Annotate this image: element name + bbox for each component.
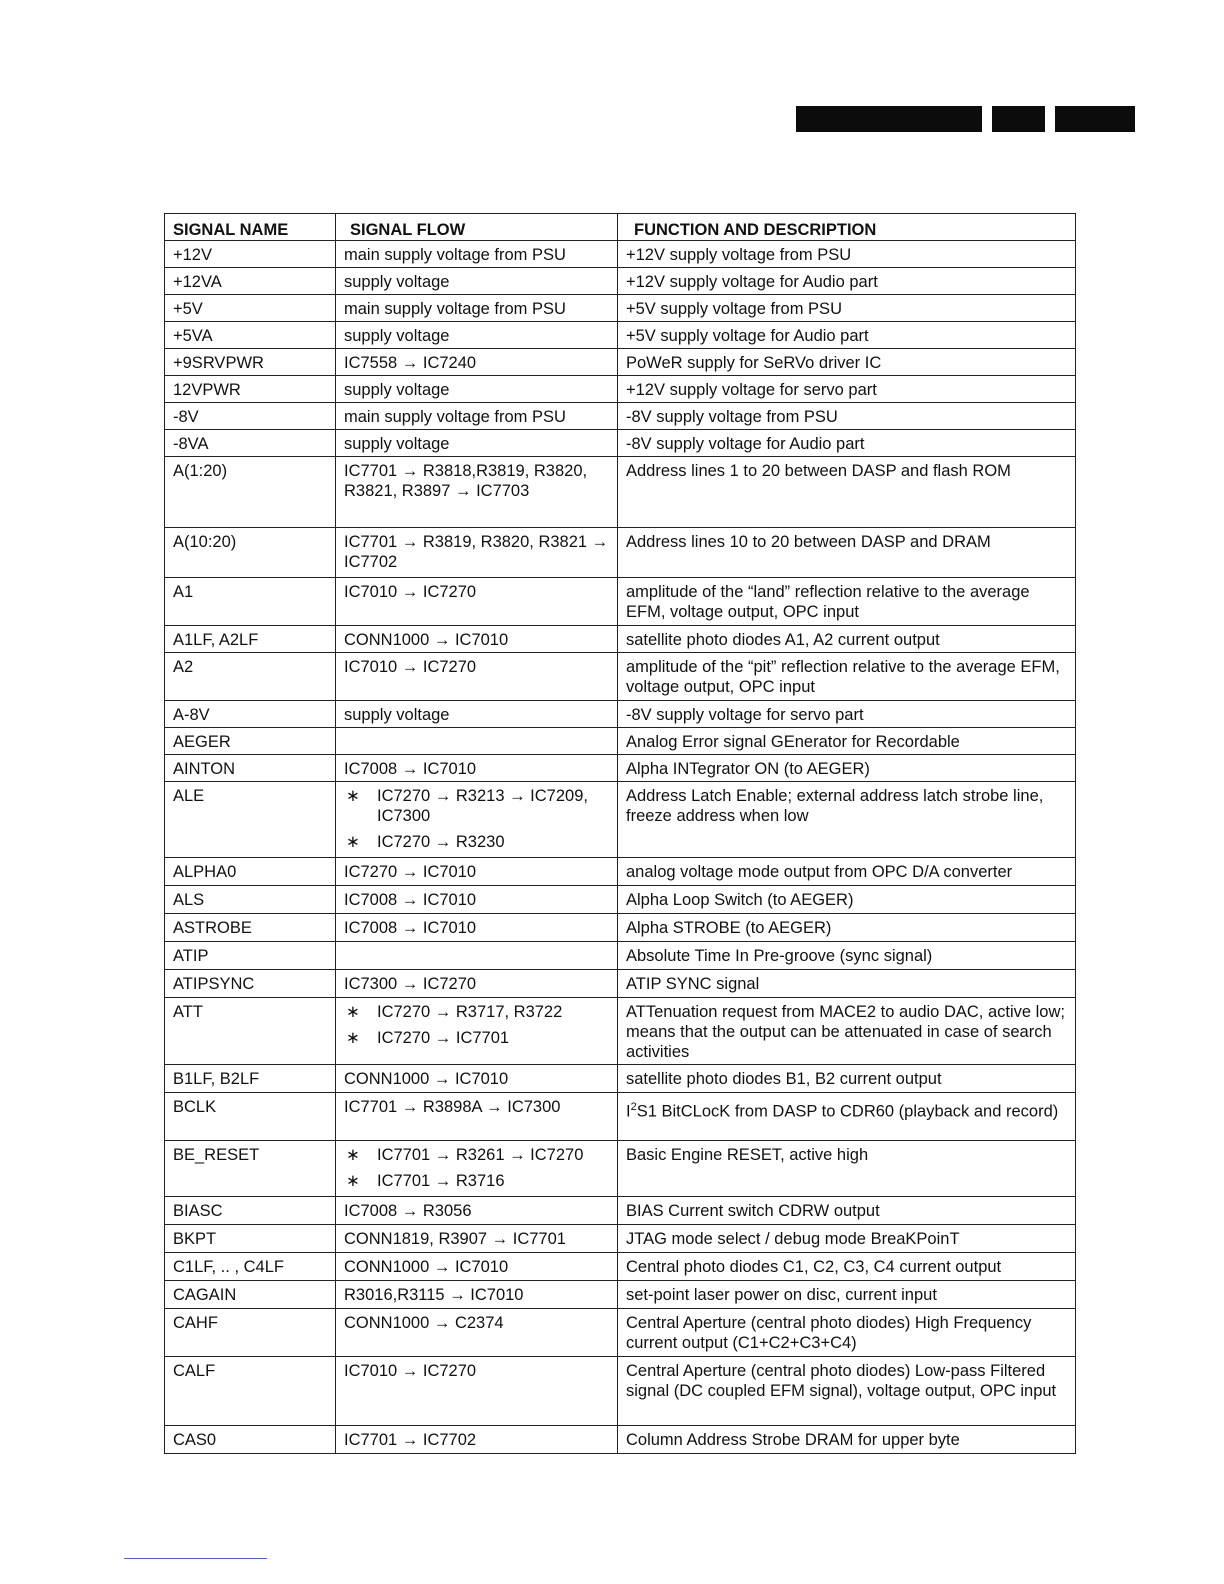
description-text: S1 BitCLocK from DASP to CDR60 (playback and record) <box>636 1102 1059 1121</box>
function-description-cell: set-point laser power on disc, current input <box>618 1281 1076 1309</box>
signal-flow-cell: IC7010 → IC7270 <box>336 578 618 626</box>
function-description-cell: BIAS Current switch CDRW output <box>618 1197 1076 1225</box>
description-prefix: I <box>626 1102 631 1121</box>
function-description-cell: Central photo diodes C1, C2, C3, C4 current output <box>618 1253 1076 1281</box>
table-row <box>165 430 1076 457</box>
function-description-cell: +12V supply voltage for servo part <box>618 376 1076 403</box>
table-row <box>165 653 1076 701</box>
table-row <box>165 1357 1076 1426</box>
column-header-function: FUNCTION AND DESCRIPTION <box>618 214 1076 241</box>
function-description-cell: satellite photo diodes B1, B2 current output <box>618 1065 1076 1093</box>
signal-name-cell: AEGER <box>165 728 336 755</box>
signal-table <box>164 213 1076 1454</box>
signal-name-cell: +12V <box>165 241 336 268</box>
function-description-cell: +12V supply voltage for Audio part <box>618 268 1076 295</box>
table-header-row <box>165 214 1076 241</box>
function-description-cell: +5V supply voltage for Audio part <box>618 322 1076 349</box>
signal-flow-cell: IC7008 → IC7010 <box>336 914 618 942</box>
signal-flow-cell: supply voltage <box>336 268 618 295</box>
signal-name-cell: A1LF, A2LF <box>165 626 336 653</box>
table-row <box>165 268 1076 295</box>
table-row <box>165 349 1076 376</box>
signal-name-cell: ALPHA0 <box>165 858 336 886</box>
signal-name-cell: BCLK <box>165 1093 336 1141</box>
signal-name-cell: 12VPWR <box>165 376 336 403</box>
signal-flow-cell: IC7701 → R3818,R3819, R3820, R3821, R3897 → IC7703 <box>336 457 618 528</box>
function-description-cell: Column Address Strobe DRAM for upper byte <box>618 1426 1076 1454</box>
signal-flow-cell: main supply voltage from PSU <box>336 241 618 268</box>
signal-name-cell: CALF <box>165 1357 336 1426</box>
signal-name-cell: BE_RESET <box>165 1141 336 1197</box>
function-description-cell: Central Aperture (central photo diodes) Low-pass Filtered signal (DC coupled EFM signal), voltage output, OPC input <box>618 1357 1076 1426</box>
function-description-cell: Address Latch Enable; external address latch strobe line, freeze address when low <box>618 782 1076 858</box>
signal-name-cell: -8VA <box>165 430 336 457</box>
signal-flow-cell: supply voltage <box>336 701 618 728</box>
function-description-cell: +5V supply voltage from PSU <box>618 295 1076 322</box>
signal-name-cell: +12VA <box>165 268 336 295</box>
signal-name-cell: C1LF, .. , C4LF <box>165 1253 336 1281</box>
table-row <box>165 1093 1076 1141</box>
signal-flow-list <box>344 786 609 852</box>
signal-name-cell: BIASC <box>165 1197 336 1225</box>
signal-flow-cell: CONN1000 → C2374 <box>336 1309 618 1357</box>
table-row <box>165 1141 1076 1197</box>
table-row <box>165 886 1076 914</box>
table-row <box>165 1225 1076 1253</box>
signal-flow-list <box>344 1002 609 1048</box>
signal-flow-item: ∗ IC7270 → R3717, R3722 <box>344 1002 609 1022</box>
table-row <box>165 1309 1076 1357</box>
function-description-cell: Central Aperture (central photo diodes) High Frequency current output (C1+C2+C3+C4) <box>618 1309 1076 1357</box>
signal-flow-item: ∗ IC7270 → IC7701 <box>344 1028 609 1048</box>
table-row <box>165 1253 1076 1281</box>
table-row <box>165 998 1076 1065</box>
function-description-cell: Alpha Loop Switch (to AEGER) <box>618 886 1076 914</box>
signal-flow-cell <box>336 1141 618 1197</box>
signal-flow-item: ∗ IC7270 → R3213 → IC7209, IC7300 <box>344 786 609 826</box>
signal-name-cell: CAHF <box>165 1309 336 1357</box>
signal-name-cell: ATT <box>165 998 336 1065</box>
signal-flow-item: ∗ IC7701 → R3716 <box>344 1171 609 1191</box>
table-row <box>165 578 1076 626</box>
table-body <box>165 241 1076 1454</box>
table-row <box>165 1281 1076 1309</box>
signal-flow-cell: supply voltage <box>336 430 618 457</box>
function-description-cell: Absolute Time In Pre-groove (sync signal) <box>618 942 1076 970</box>
signal-name-cell: +5VA <box>165 322 336 349</box>
table-row <box>165 626 1076 653</box>
table-row <box>165 1426 1076 1454</box>
function-description-cell: satellite photo diodes A1, A2 current output <box>618 626 1076 653</box>
table-row <box>165 295 1076 322</box>
function-description-cell: amplitude of the “pit” reflection relative to the average EFM, voltage output, OPC input <box>618 653 1076 701</box>
signal-name-cell: ALS <box>165 886 336 914</box>
function-description-cell: -8V supply voltage for servo part <box>618 701 1076 728</box>
table-row <box>165 728 1076 755</box>
signal-name-cell: +9SRVPWR <box>165 349 336 376</box>
table-row <box>165 322 1076 349</box>
signal-name-cell: B1LF, B2LF <box>165 1065 336 1093</box>
signal-flow-cell: IC7008 → IC7010 <box>336 755 618 782</box>
header-black-bar <box>1055 106 1135 132</box>
signal-flow-cell: IC7008 → R3056 <box>336 1197 618 1225</box>
table-row <box>165 858 1076 886</box>
signal-flow-cell <box>336 728 618 755</box>
column-header-signal-name: SIGNAL NAME <box>165 214 336 241</box>
signal-flow-item: ∗ IC7270 → R3230 <box>344 832 609 852</box>
function-description-cell: Address lines 1 to 20 between DASP and flash ROM <box>618 457 1076 528</box>
header-black-bar <box>796 106 982 132</box>
signal-flow-cell: IC7701 → R3898A → IC7300 <box>336 1093 618 1141</box>
signal-name-cell: CAS0 <box>165 1426 336 1454</box>
footer-rule <box>124 1558 267 1559</box>
signal-name-cell: ASTROBE <box>165 914 336 942</box>
signal-name-cell: A(10:20) <box>165 528 336 578</box>
signal-flow-list <box>344 1145 609 1191</box>
signal-flow-cell: IC7010 → IC7270 <box>336 653 618 701</box>
signal-name-cell: A2 <box>165 653 336 701</box>
table-row <box>165 1065 1076 1093</box>
table-row <box>165 457 1076 528</box>
signal-name-cell: A(1:20) <box>165 457 336 528</box>
signal-flow-cell: CONN1000 → IC7010 <box>336 1065 618 1093</box>
table-row <box>165 528 1076 578</box>
signal-flow-cell: IC7701 → R3819, R3820, R3821 → IC7702 <box>336 528 618 578</box>
signal-flow-cell: main supply voltage from PSU <box>336 295 618 322</box>
signal-flow-cell: CONN1819, R3907 → IC7701 <box>336 1225 618 1253</box>
function-description-cell: Alpha INTegrator ON (to AEGER) <box>618 755 1076 782</box>
signal-name-cell: A1 <box>165 578 336 626</box>
signal-name-cell: A-8V <box>165 701 336 728</box>
signal-name-cell: BKPT <box>165 1225 336 1253</box>
column-header-signal-flow: SIGNAL FLOW <box>336 214 618 241</box>
description-superscript: 2 <box>630 1101 637 1113</box>
table-row <box>165 942 1076 970</box>
signal-flow-cell: R3016,R3115 → IC7010 <box>336 1281 618 1309</box>
signal-flow-cell: IC7701 → IC7702 <box>336 1426 618 1454</box>
function-description-cell: -8V supply voltage from PSU <box>618 403 1076 430</box>
signal-name-cell: AINTON <box>165 755 336 782</box>
function-description-cell: Analog Error signal GEnerator for Recordable <box>618 728 1076 755</box>
table-row <box>165 1197 1076 1225</box>
function-description-cell: amplitude of the “land” reflection relative to the average EFM, voltage output, OPC input <box>618 578 1076 626</box>
function-description-cell: PoWeR supply for SeRVo driver IC <box>618 349 1076 376</box>
signal-flow-cell: supply voltage <box>336 376 618 403</box>
function-description-cell: JTAG mode select / debug mode BreaKPoinT <box>618 1225 1076 1253</box>
header-black-bar <box>992 106 1045 132</box>
table-row <box>165 241 1076 268</box>
table-row <box>165 701 1076 728</box>
signal-name-cell: CAGAIN <box>165 1281 336 1309</box>
function-description-cell: +12V supply voltage from PSU <box>618 241 1076 268</box>
signal-flow-cell: IC7008 → IC7010 <box>336 886 618 914</box>
signal-flow-cell <box>336 942 618 970</box>
function-description-cell: Address lines 10 to 20 between DASP and DRAM <box>618 528 1076 578</box>
function-description-cell: Basic Engine RESET, active high <box>618 1141 1076 1197</box>
signal-name-cell: +5V <box>165 295 336 322</box>
signal-flow-cell: supply voltage <box>336 322 618 349</box>
signal-name-cell: ALE <box>165 782 336 858</box>
table-row <box>165 755 1076 782</box>
table-row <box>165 782 1076 858</box>
function-description-cell <box>618 1093 1076 1141</box>
signal-name-cell: ATIPSYNC <box>165 970 336 998</box>
signal-flow-cell: IC7558 → IC7240 <box>336 349 618 376</box>
signal-flow-cell: main supply voltage from PSU <box>336 403 618 430</box>
table-row <box>165 914 1076 942</box>
signal-name-cell: ATIP <box>165 942 336 970</box>
table-row <box>165 376 1076 403</box>
table-row <box>165 970 1076 998</box>
signal-flow-cell: IC7010 → IC7270 <box>336 1357 618 1426</box>
function-description-cell: analog voltage mode output from OPC D/A converter <box>618 858 1076 886</box>
signal-flow-cell: CONN1000 → IC7010 <box>336 626 618 653</box>
table-row <box>165 403 1076 430</box>
function-description-cell: ATIP SYNC signal <box>618 970 1076 998</box>
signal-name-cell: -8V <box>165 403 336 430</box>
signal-flow-cell: IC7300 → IC7270 <box>336 970 618 998</box>
signal-flow-item: ∗ IC7701 → R3261 → IC7270 <box>344 1145 609 1165</box>
signal-flow-cell <box>336 782 618 858</box>
function-description-cell: ATTenuation request from MACE2 to audio DAC, active low; means that the output can be attenuated in case of search activities <box>618 998 1076 1065</box>
signal-flow-cell: CONN1000 → IC7010 <box>336 1253 618 1281</box>
signal-flow-cell: IC7270 → IC7010 <box>336 858 618 886</box>
signal-flow-cell <box>336 998 618 1065</box>
function-description-cell: -8V supply voltage for Audio part <box>618 430 1076 457</box>
function-description-cell: Alpha STROBE (to AEGER) <box>618 914 1076 942</box>
